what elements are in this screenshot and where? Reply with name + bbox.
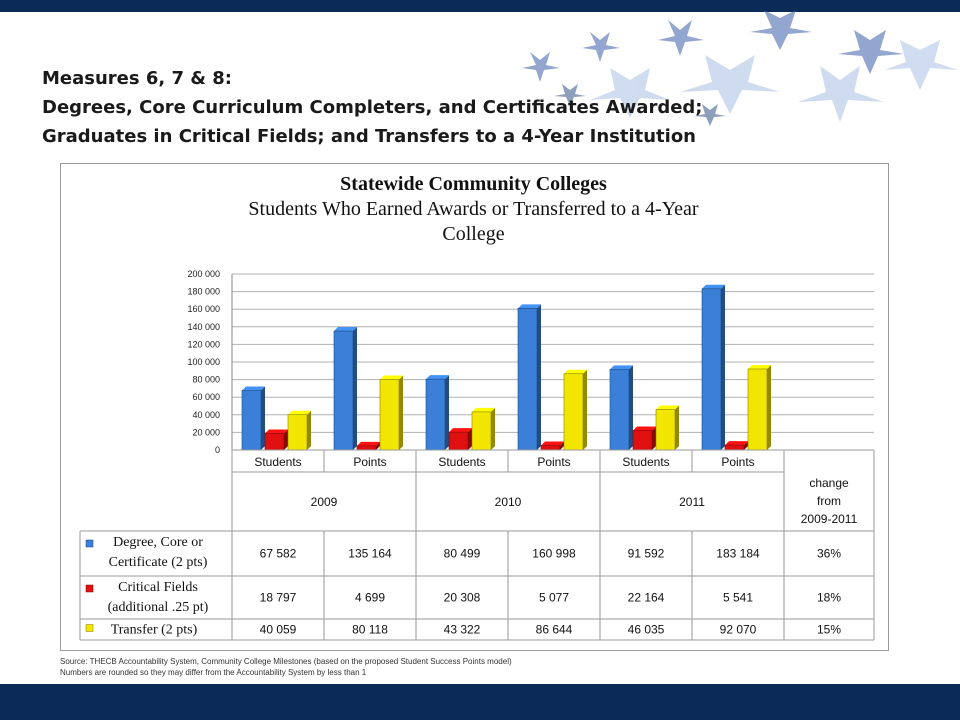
heading-line-1: Measures 6, 7 & 8: xyxy=(42,68,232,89)
legend-label: Degree, Core or xyxy=(113,535,203,550)
table-cell: 80 499 xyxy=(443,546,481,561)
bar xyxy=(541,446,560,450)
y-tick-label: 140 000 xyxy=(187,321,220,332)
bar-side xyxy=(491,408,495,450)
heading-line-2: Degrees, Core Curriculum Completers, and Certificates Awarded; xyxy=(42,97,703,118)
bar xyxy=(656,409,675,450)
bar-top xyxy=(449,428,472,432)
bar-side xyxy=(307,411,311,450)
bar-top xyxy=(656,405,679,409)
table-cell: 92 070 xyxy=(719,622,757,637)
y-tick-label: 80 000 xyxy=(192,374,220,385)
bar-top xyxy=(265,429,288,433)
bar-top xyxy=(702,285,725,289)
year-label: 2009 xyxy=(310,495,338,509)
bar-top xyxy=(288,411,311,415)
bar-top xyxy=(380,375,403,379)
table-cell: 80 118 xyxy=(352,622,388,637)
table-cell: 160 998 xyxy=(532,546,576,561)
source-line-1: Source: THECB Accountability System, Community College Milestones (based on the proposed Student Success Points model) xyxy=(60,657,512,666)
table-cell: 40 059 xyxy=(259,622,297,637)
bar-side xyxy=(767,365,771,450)
bar-side xyxy=(445,375,449,450)
bar-top xyxy=(725,441,748,445)
x-category-label: Points xyxy=(353,455,387,469)
legend-key xyxy=(86,585,93,592)
change-header: change xyxy=(809,476,849,490)
bar xyxy=(472,412,491,450)
bar xyxy=(242,391,261,450)
bar-top xyxy=(748,365,771,369)
year-label: 2010 xyxy=(494,495,522,509)
bar-top xyxy=(357,442,380,446)
y-tick-label: 120 000 xyxy=(187,339,220,350)
bar-top xyxy=(633,426,656,430)
bar xyxy=(518,308,537,450)
bar-side xyxy=(721,285,725,450)
change-cell: 15% xyxy=(816,622,842,637)
bar xyxy=(748,369,767,450)
table-cell: 46 035 xyxy=(627,622,665,637)
bar-top xyxy=(541,442,564,446)
bar xyxy=(449,432,468,450)
chart-subtitle-line-2: College xyxy=(442,223,505,245)
bottom-banner xyxy=(0,684,960,720)
bar xyxy=(334,331,353,450)
bar xyxy=(633,430,652,450)
bar xyxy=(288,415,307,450)
table-cell: 91 592 xyxy=(627,546,665,561)
source-line-2: Numbers are rounded so they may differ from the Accountability System by less than 1 xyxy=(60,668,367,677)
change-header: from xyxy=(817,494,841,508)
x-category-label: Students xyxy=(622,455,670,469)
chart-subtitle-line-1: Students Who Earned Awards or Transferred to a 4-Year xyxy=(248,198,699,220)
y-tick-label: 40 000 xyxy=(192,409,220,420)
bar xyxy=(725,445,744,450)
table-cell: 135 164 xyxy=(348,546,392,561)
x-category-label: Points xyxy=(721,455,755,469)
bar-side xyxy=(399,375,403,450)
table-cell: 22 164 xyxy=(627,590,665,605)
table-cell: 5 541 xyxy=(722,590,754,605)
heading-line-3: Graduates in Critical Fields; and Transfers to a 4-Year Institution xyxy=(42,126,696,147)
bar-side xyxy=(353,327,357,450)
table-cell: 5 077 xyxy=(538,590,570,605)
legend-key xyxy=(86,625,93,632)
bar-top xyxy=(242,387,265,391)
legend-key xyxy=(86,540,93,547)
bar-side xyxy=(652,426,656,450)
y-tick-label: 180 000 xyxy=(187,286,220,297)
legend-label: Transfer (2 pts) xyxy=(110,622,198,638)
bar xyxy=(426,379,445,450)
table-cell: 43 322 xyxy=(443,622,481,637)
bar-top xyxy=(426,375,449,379)
x-category-label: Students xyxy=(254,455,302,469)
bar xyxy=(357,446,376,450)
y-tick-label: 100 000 xyxy=(187,357,220,367)
bar xyxy=(610,369,629,450)
bar-top xyxy=(334,327,357,331)
y-tick-label: 200 000 xyxy=(187,269,220,279)
change-cell: 36% xyxy=(816,546,842,561)
y-tick-label: 0 xyxy=(214,445,220,455)
table-cell: 18 797 xyxy=(259,590,297,605)
change-cell: 18% xyxy=(816,590,842,605)
bar-side xyxy=(583,370,587,450)
table-cell: 4 699 xyxy=(354,590,386,605)
bar-top xyxy=(518,304,541,308)
legend-label: Critical Fields xyxy=(118,580,198,595)
y-tick-label: 20 000 xyxy=(192,427,220,438)
bar xyxy=(564,374,583,450)
bar-top xyxy=(564,370,587,374)
bar-top xyxy=(610,365,633,369)
x-category-label: Points xyxy=(537,455,571,469)
legend-label: Certificate (2 pts) xyxy=(108,555,208,570)
bar-top xyxy=(472,408,495,412)
table-cell: 183 184 xyxy=(716,546,760,561)
bar-side xyxy=(629,365,633,450)
bar xyxy=(265,433,284,450)
table-cell: 67 582 xyxy=(259,546,297,561)
bar-side xyxy=(537,304,541,450)
bar xyxy=(380,379,399,450)
chart-title: Statewide Community Colleges xyxy=(340,173,607,195)
table-cell: 20 308 xyxy=(443,590,481,605)
change-header: 2009-2011 xyxy=(800,512,858,526)
source-note xyxy=(60,656,512,678)
bar xyxy=(702,289,721,450)
bar-side xyxy=(675,405,679,450)
y-tick-label: 60 000 xyxy=(192,392,220,403)
y-tick-label: 160 000 xyxy=(187,304,220,315)
x-category-label: Students xyxy=(438,455,486,469)
year-label: 2011 xyxy=(679,495,705,509)
table-cell: 86 644 xyxy=(535,622,573,637)
legend-label: (additional .25 pt) xyxy=(107,600,209,615)
bar-side xyxy=(261,387,265,450)
